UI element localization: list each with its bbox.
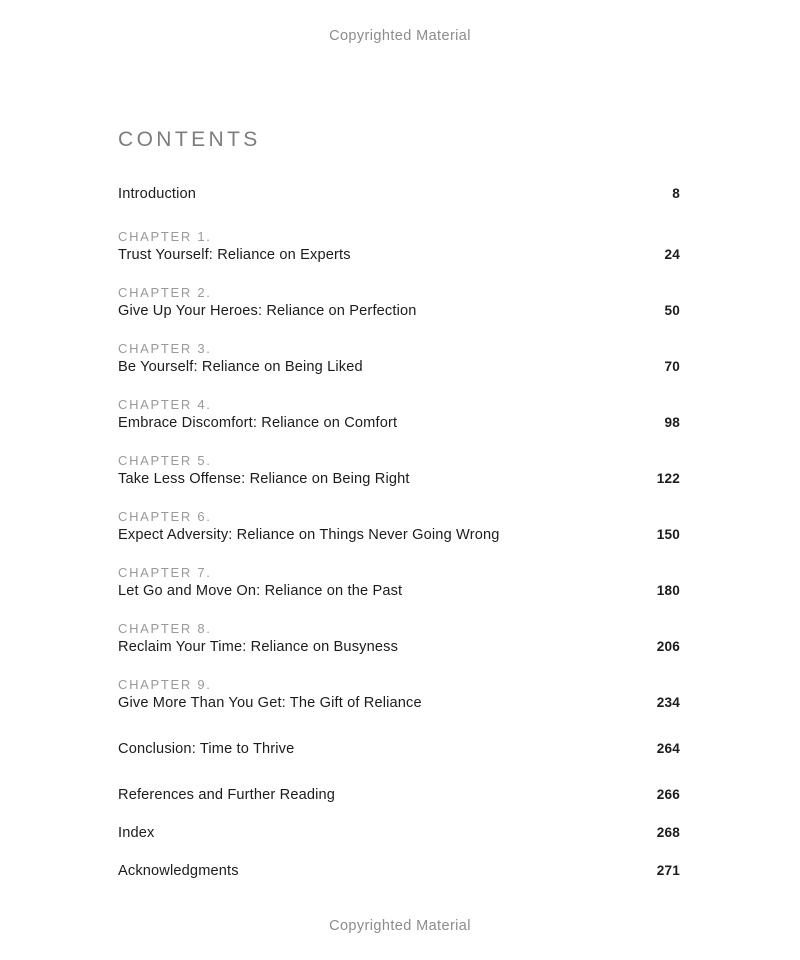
chapter-label: CHAPTER 3. bbox=[118, 341, 212, 356]
toc-entry-chapter-3 bbox=[118, 341, 680, 375]
toc-entry-chapter-2 bbox=[118, 285, 680, 319]
toc-entry-page: 98 bbox=[664, 415, 680, 430]
toc-entry-page: 268 bbox=[656, 825, 680, 840]
toc-entry-title: Be Yourself: Reliance on Being Liked bbox=[118, 359, 363, 375]
chapter-label: CHAPTER 6. bbox=[118, 509, 212, 524]
toc-entry-page: 24 bbox=[664, 247, 680, 262]
toc-entry-chapter-6 bbox=[118, 509, 680, 543]
chapter-label: CHAPTER 4. bbox=[118, 397, 212, 412]
toc-entry-chapter-7 bbox=[118, 565, 680, 599]
toc-entry-title: Give Up Your Heroes: Reliance on Perfection bbox=[118, 303, 417, 319]
toc-entry-chapter-1 bbox=[118, 229, 680, 263]
toc-entry-title: Index bbox=[118, 825, 155, 841]
toc-entry-chapter-4 bbox=[118, 397, 680, 431]
toc-entry-page: 8 bbox=[672, 186, 680, 201]
toc-entry-conclusion bbox=[118, 741, 680, 757]
toc-entry-title: Conclusion: Time to Thrive bbox=[118, 741, 295, 757]
chapter-label: CHAPTER 7. bbox=[118, 565, 212, 580]
toc-entry-title: Take Less Offense: Reliance on Being Right bbox=[118, 471, 410, 487]
toc-entry-page: 206 bbox=[656, 639, 680, 654]
toc-entry-introduction bbox=[118, 186, 680, 202]
copyright-watermark-bottom: Copyrighted Material bbox=[329, 918, 471, 934]
toc-entry-references bbox=[118, 787, 680, 803]
toc-entry-page: 122 bbox=[656, 471, 680, 486]
toc-entry-page: 70 bbox=[664, 359, 680, 374]
chapter-label: CHAPTER 9. bbox=[118, 677, 212, 692]
toc-entry-title: Acknowledgments bbox=[118, 863, 239, 879]
toc-entry-title: Trust Yourself: Reliance on Experts bbox=[118, 247, 351, 263]
chapter-label: CHAPTER 2. bbox=[118, 285, 212, 300]
toc-entry-index bbox=[118, 825, 680, 841]
copyright-watermark-top: Copyrighted Material bbox=[329, 28, 471, 44]
chapter-label: CHAPTER 5. bbox=[118, 453, 212, 468]
page-title: CONTENTS bbox=[118, 128, 261, 151]
toc-entry-page: 271 bbox=[656, 863, 680, 878]
toc-entry-title: References and Further Reading bbox=[118, 787, 336, 803]
chapter-label: CHAPTER 8. bbox=[118, 621, 212, 636]
toc-entry-title: Reclaim Your Time: Reliance on Busyness bbox=[118, 639, 399, 655]
toc-entry-chapter-8 bbox=[118, 621, 680, 655]
toc-entry-page: 180 bbox=[656, 583, 680, 598]
back-matter-list bbox=[118, 787, 680, 879]
toc-entry-acknowledgments bbox=[118, 863, 680, 879]
toc-entry-title: Embrace Discomfort: Reliance on Comfort bbox=[118, 415, 398, 431]
toc-entry-title: Expect Adversity: Reliance on Things Never Going Wrong bbox=[118, 527, 500, 543]
toc-entry-chapter-5 bbox=[118, 453, 680, 487]
toc-entry-page: 234 bbox=[656, 695, 680, 710]
toc-entry-title: Give More Than You Get: The Gift of Reliance bbox=[118, 695, 422, 711]
table-of-contents bbox=[118, 186, 680, 901]
chapter-label: CHAPTER 1. bbox=[118, 229, 212, 244]
toc-entry-title: Let Go and Move On: Reliance on the Past bbox=[118, 583, 403, 599]
toc-entry-chapter-9 bbox=[118, 677, 680, 711]
toc-entry-page: 266 bbox=[656, 787, 680, 802]
toc-entry-page: 150 bbox=[656, 527, 680, 542]
toc-entry-page: 264 bbox=[656, 741, 680, 756]
toc-entry-title: Introduction bbox=[118, 186, 197, 202]
toc-entry-page: 50 bbox=[664, 303, 680, 318]
